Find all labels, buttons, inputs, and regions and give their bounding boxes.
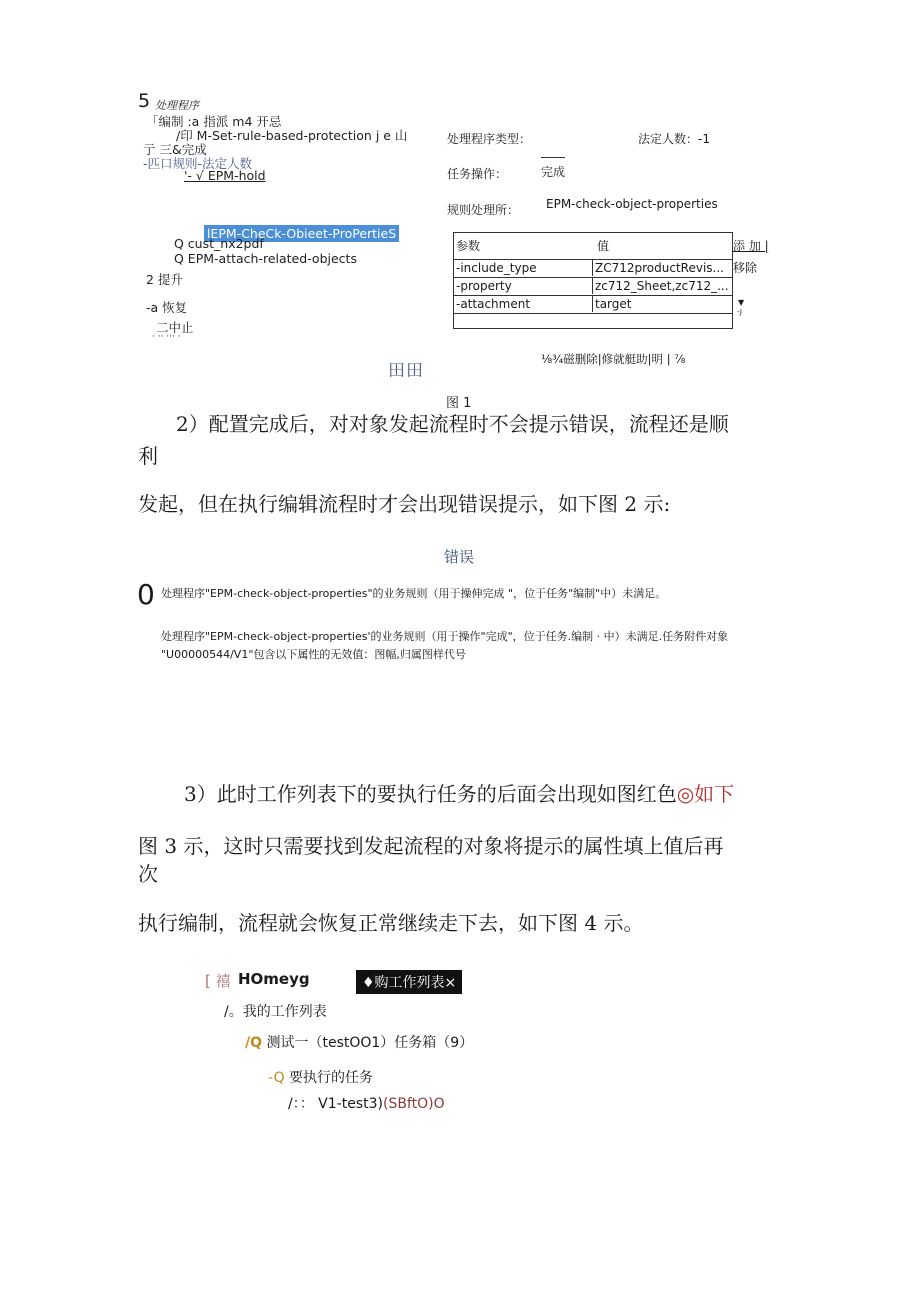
tasks-prefix: -Q bbox=[268, 1070, 285, 1086]
tree-item-abort[interactable]: 二中止 bbox=[156, 320, 194, 335]
para2-line2: 发起，但在执行编辑流程时才会出现错误提示，如下图 2 示: bbox=[138, 492, 671, 516]
task-action-value[interactable]: 完成 bbox=[541, 157, 565, 180]
tasks-label: 要执行的任务 bbox=[289, 1070, 374, 1086]
para2-line1: 2）配置完成后，对对象发起流程时不会提示错误，流程还是顺 bbox=[176, 412, 729, 436]
rule-handler-label: 规则处理所： bbox=[447, 203, 520, 217]
table-header bbox=[454, 233, 732, 260]
task-entry-label: V1-test3) bbox=[318, 1096, 383, 1112]
param-value[interactable]: zc712_Sheet,zc712_... bbox=[592, 278, 729, 294]
para3-line2: 图 3 示，这时只需要找到发起流程的对象将提示的属性填上值后再 bbox=[138, 834, 724, 858]
error-message-3: "U00000544/V1"包含以下属性的无效值：图幅,归属图样代号 bbox=[161, 648, 466, 661]
table-row[interactable] bbox=[454, 278, 732, 296]
table-row-empty[interactable] bbox=[454, 314, 732, 328]
table-row[interactable] bbox=[454, 260, 732, 278]
inbox-label: 测试一（testOO1）任务箱（9） bbox=[266, 1035, 474, 1051]
tree-item-set-rule[interactable]: /印 M-Set-rule-based-protection j e 山 bbox=[176, 128, 408, 143]
tree-item-complete[interactable]: 亍 三&完成 bbox=[143, 142, 207, 157]
section-number: 5 bbox=[138, 90, 151, 112]
task-entry-prefix: /：： bbox=[288, 1096, 314, 1112]
handler-type-label: 处理程序类型： bbox=[447, 132, 532, 146]
add-button[interactable]: 添 加 | bbox=[733, 239, 769, 253]
column-header-parameter: 参数 bbox=[456, 239, 481, 253]
tree-item-check-object-properties[interactable]: lEPM-CheCk-Obieet-ProPertieS bbox=[204, 225, 399, 242]
scroll-mark: -J bbox=[737, 308, 742, 316]
tree-item-truncated: · ·· ··· · bbox=[152, 332, 181, 341]
tree-item-attach-related[interactable]: Q EPM-attach-related-objects bbox=[174, 251, 357, 266]
grid-icon[interactable]: 田田 bbox=[388, 361, 424, 381]
param-name: -property bbox=[456, 279, 512, 293]
error-icon: 0 bbox=[137, 578, 155, 611]
inbox-prefix: /Q bbox=[245, 1035, 263, 1051]
table-row[interactable] bbox=[454, 296, 732, 314]
home-tab-label[interactable]: HOmeyg bbox=[238, 970, 310, 988]
param-name: -attachment bbox=[456, 297, 531, 311]
inbox-item[interactable] bbox=[245, 1032, 473, 1052]
tree-item-resume[interactable]: -a 恢复 bbox=[146, 300, 188, 315]
para2-line1b: 利 bbox=[138, 444, 158, 468]
param-name: -include_type bbox=[456, 261, 537, 275]
my-worklist-item[interactable]: /。我的工作列表 bbox=[224, 1004, 327, 1020]
para3-line2b: 次 bbox=[138, 862, 158, 886]
param-value[interactable]: ZC712productRevis... bbox=[592, 260, 724, 276]
tree-item-promote[interactable]: 2 提升 bbox=[146, 272, 183, 287]
bottom-toolbar[interactable]: ⅛¾磁删除|修就艇助|明 | ⅞ bbox=[541, 352, 686, 366]
error-message-2: 处理程序"EPM-check-object-properties'的业务规则（用于操作"完成"，位于任务.编制 · 中）未满足.任务附件对象 bbox=[161, 630, 729, 643]
parameter-table bbox=[453, 232, 733, 329]
home-icon: [ 禧 bbox=[205, 972, 231, 990]
task-action-label: 任务操作： bbox=[447, 167, 508, 181]
para3-line3: 执行编制，流程就会恢复正常继续走下去，如下图 4 示。 bbox=[138, 911, 644, 935]
tree-item-epm-hold[interactable]: '- √ EPM-hold bbox=[184, 168, 266, 183]
rule-handler-value: EPM-check-object-properties bbox=[546, 197, 718, 211]
tree-item-cust-nx2pdf[interactable]: Q cust_nx2pdf bbox=[174, 236, 264, 251]
para3-line1-text: 3）此时工作列表下的要执行任务的后面会出现如图红色 bbox=[184, 782, 677, 806]
red-mark-text: ◎如下 bbox=[676, 782, 735, 806]
para3-line1 bbox=[184, 778, 734, 807]
error-message-1: 处理程序"EPM-check-object-properties"的业务规则（用于操伸完成 "，位于任务"编制"中）未满足。 bbox=[161, 587, 667, 600]
tree-item-edit-assign[interactable]: 「编制 :a 指派 m4 开忌 bbox=[146, 114, 282, 129]
column-header-value: 值 bbox=[597, 239, 610, 253]
param-value[interactable]: target bbox=[592, 296, 632, 312]
scroll-down-icon[interactable]: ▼ bbox=[738, 298, 745, 307]
tasks-to-perform-item[interactable] bbox=[268, 1067, 373, 1087]
quorum-label: 法定人数：-1 bbox=[638, 132, 710, 146]
task-entry[interactable] bbox=[288, 1093, 445, 1113]
worklist-tab[interactable]: ♦购工作列表× bbox=[356, 970, 462, 994]
task-entry-status: (SBftO)O bbox=[382, 1096, 445, 1112]
figure-caption: 图 1 bbox=[446, 396, 472, 411]
section-title: 处理程序 bbox=[155, 99, 199, 112]
error-title: 错误 bbox=[444, 548, 475, 566]
remove-button[interactable]: 移除 bbox=[733, 261, 758, 275]
tree-item-quorum-rule[interactable]: -匹口规则-法定人数 bbox=[143, 156, 253, 171]
